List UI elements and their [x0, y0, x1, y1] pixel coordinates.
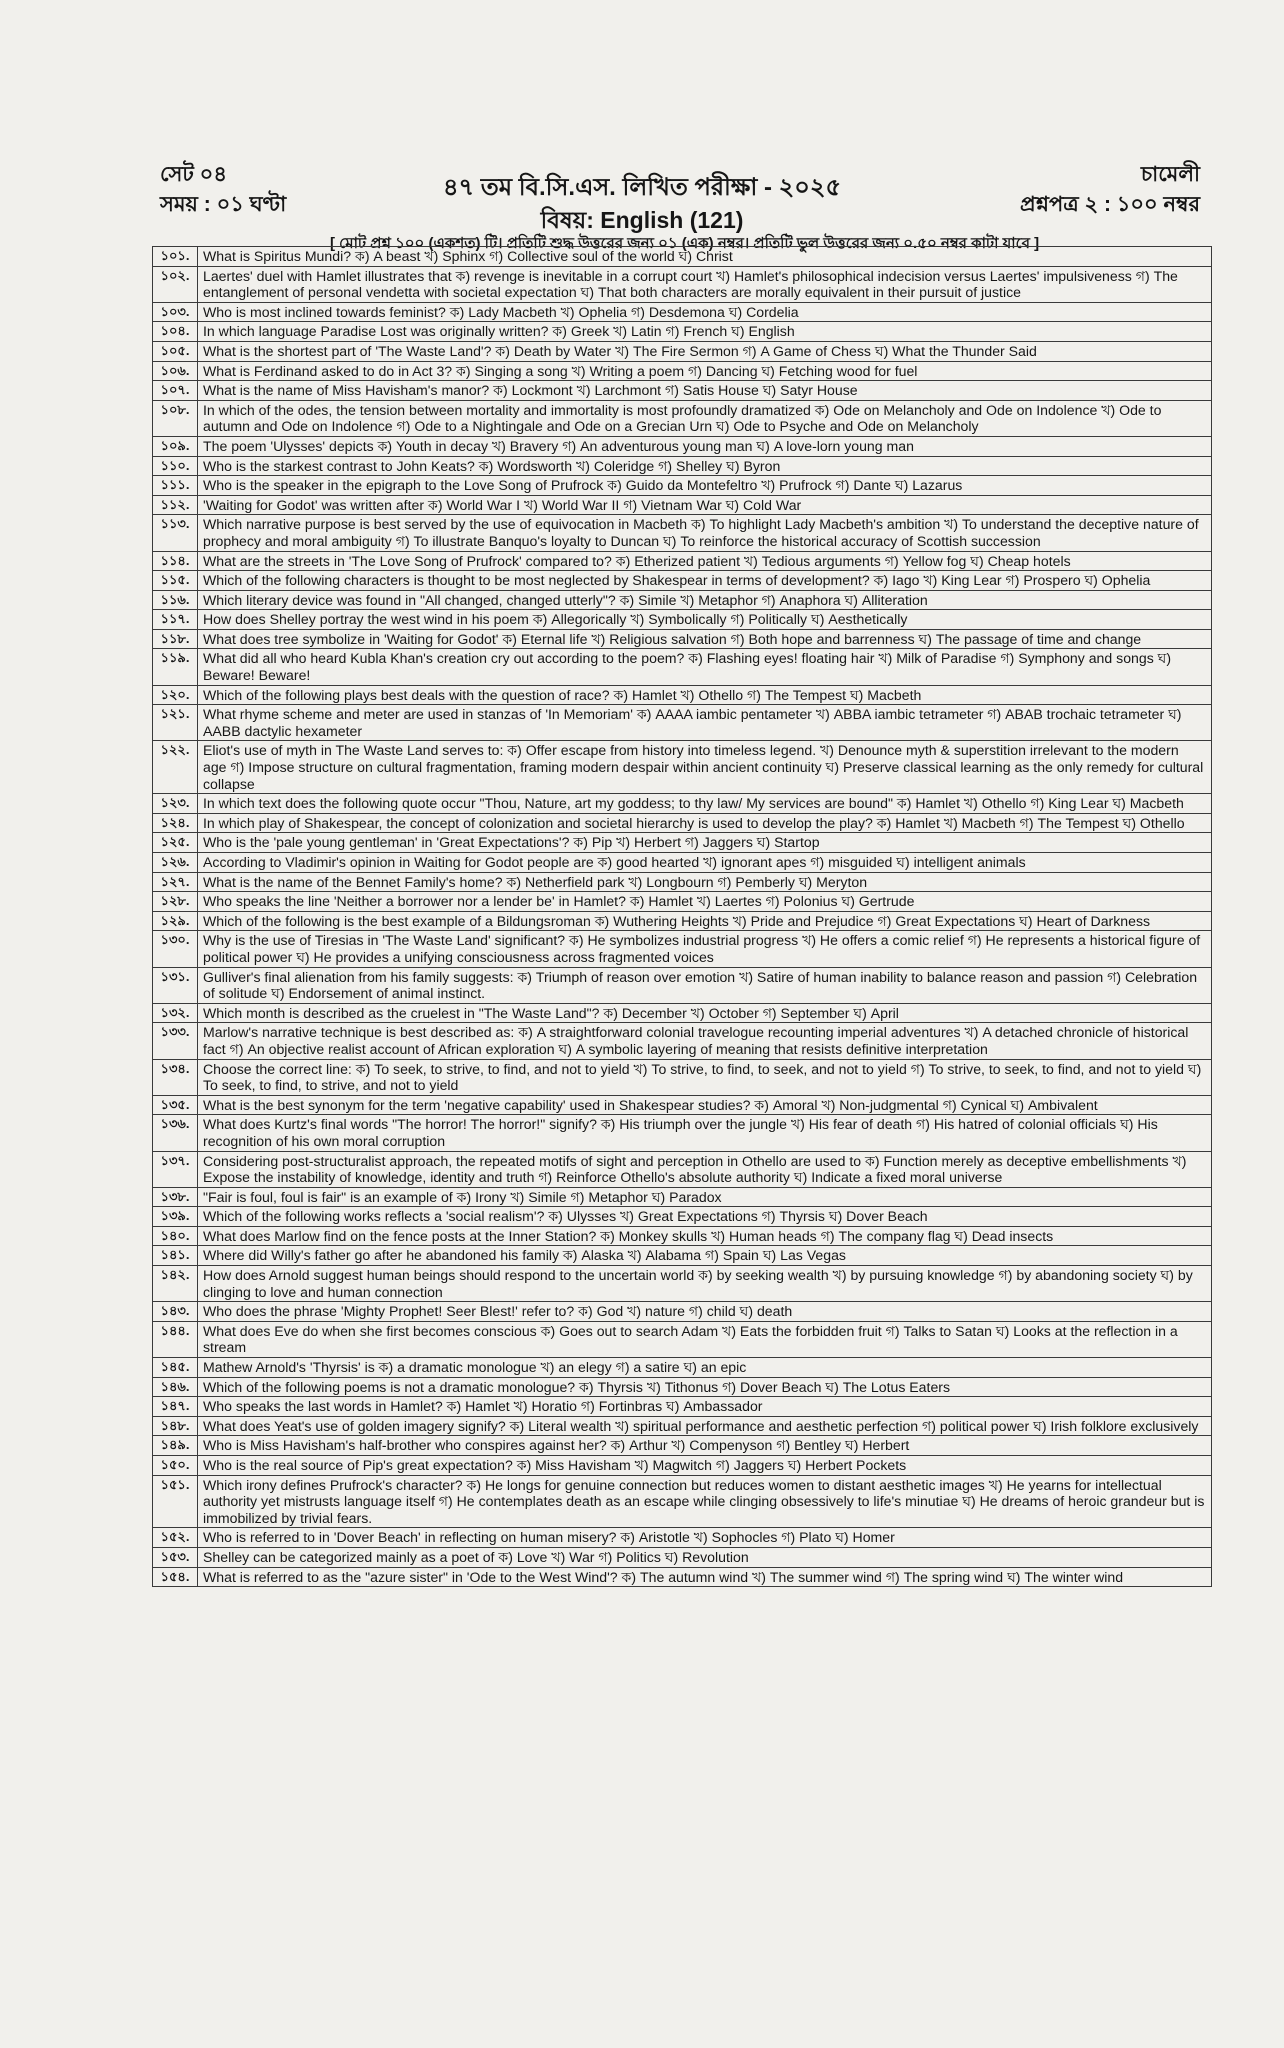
question-text: What is the name of the Bennet Family's home? ক) Netherfield park খ) Longbourn গ) Pemberly ঘ) Meryton: [198, 872, 1212, 892]
question-row: [153, 1187, 1212, 1207]
question-text: In which play of Shakespear, the concept of colonization and societal hierarchy is used to develop the play? ক) Hamlet খ) Macbeth গ) The Tempest ঘ) Othello: [198, 813, 1212, 833]
question-row: [153, 813, 1212, 833]
question-text: Who is Miss Havisham's half-brother who conspires against her? ক) Arthur খ) Compenyson গ) Bentley ঘ) Herbert: [198, 1436, 1212, 1456]
question-text: "Fair is foul, foul is fair" is an example of ক) Irony খ) Simile গ) Metaphor ঘ) Paradox: [198, 1187, 1212, 1207]
question-text: Who is the speaker in the epigraph to the Love Song of Prufrock ক) Guido da Montefeltro খ) Prufrock গ) Dante ঘ) Lazarus: [198, 476, 1212, 496]
question-row: [153, 1456, 1212, 1476]
question-text: According to Vladimir's opinion in Waiting for Godot people are ক) good hearted খ) ignorant apes গ) misguided ঘ) intelligent animals: [198, 853, 1212, 873]
question-row: [153, 685, 1212, 705]
question-row: [153, 1321, 1212, 1357]
question-number: ১০৭.: [153, 381, 198, 401]
question-number: ১৪৮.: [153, 1416, 198, 1436]
question-text: Who is the starkest contrast to John Keats? ক) Wordsworth খ) Coleridge গ) Shelley ঘ) Byron: [198, 456, 1212, 476]
question-number: ১১৭.: [153, 610, 198, 630]
question-row: [153, 341, 1212, 361]
question-number: ১১২.: [153, 495, 198, 515]
question-number: ১৩০.: [153, 931, 198, 967]
question-text: What are the streets in 'The Love Song of Prufrock' compared to? ক) Etherized patient খ) Tedious arguments গ) Yellow fog ঘ) Cheap hotels: [198, 551, 1212, 571]
question-row: [153, 436, 1212, 456]
question-number: ১৪৫.: [153, 1358, 198, 1378]
header-right: [1020, 160, 1200, 220]
question-number: ১২৪.: [153, 813, 198, 833]
question-number: ১১৪.: [153, 551, 198, 571]
question-number: ১০১.: [153, 247, 198, 267]
question-number: ১০৫.: [153, 341, 198, 361]
question-text: Which literary device was found in "All changed, changed utterly"? ক) Simile খ) Metaphor গ) Anaphora ঘ) Alliteration: [198, 590, 1212, 610]
question-row: [153, 1475, 1212, 1528]
question-text: What is the best synonym for the term 'negative capability' used in Shakespear studies? ক) Amoral খ) Non-judgmental গ) Cynical ঘ) Ambivalent: [198, 1095, 1212, 1115]
question-number: ১২২.: [153, 741, 198, 794]
question-row: [153, 456, 1212, 476]
exam-time: সময় : ০১ ঘণ্টা: [160, 193, 287, 216]
question-number: ১৫৪.: [153, 1567, 198, 1587]
question-number: ১৪২.: [153, 1266, 198, 1302]
question-row: [153, 361, 1212, 381]
question-number: ১১৯.: [153, 649, 198, 685]
question-row: [153, 610, 1212, 630]
question-text: In which language Paradise Lost was originally written? ক) Greek খ) Latin গ) French ঘ) English: [198, 322, 1212, 342]
question-number: ১৩৭.: [153, 1151, 198, 1187]
question-number: ১২৭.: [153, 872, 198, 892]
question-number: ১১০.: [153, 456, 198, 476]
question-number: ১০৯.: [153, 436, 198, 456]
exam-subject: বিষয়: English (121): [540, 207, 744, 233]
question-text: Mathew Arnold's 'Thyrsis' is ক) a dramatic monologue খ) an elegy গ) a satire ঘ) an epic: [198, 1358, 1212, 1378]
question-number: ১৩৫.: [153, 1095, 198, 1115]
question-row: [153, 247, 1212, 267]
question-text: What does Yeat's use of golden imagery signify? ক) Literal wealth খ) spiritual performance and aesthetic perfection গ) political power ঘ) Irish folklore exclusively: [198, 1416, 1212, 1436]
question-text: Gulliver's final alienation from his family suggests: ক) Triumph of reason over emotion খ) Satire of human inability to balance reason and passion গ) Celebration of solitude ঘ) Endorsement of animal instinct.: [198, 967, 1212, 1003]
question-text: Shelley can be categorized mainly as a poet of ক) Love খ) War গ) Politics ঘ) Revolution: [198, 1547, 1212, 1567]
question-text: Laertes' duel with Hamlet illustrates that ক) revenge is inevitable in a corrupt court খ) Hamlet's philosophical indecision versus Laertes' impulsiveness গ) The entanglement of personal vendetta with societal expectation ঘ) That both characters are morally equivalent in their pursuit of justice: [198, 266, 1212, 302]
question-number: ১১৬.: [153, 590, 198, 610]
question-row: [153, 590, 1212, 610]
set-name: চামেলী: [1140, 163, 1200, 186]
question-text: 'Waiting for Godot' was written after ক) World War I খ) World War II গ) Vietnam War ঘ) Cold War: [198, 495, 1212, 515]
question-row: [153, 381, 1212, 401]
paper-marks: প্রশ্নপত্র ২ : ১০০ নম্বর: [1020, 193, 1200, 216]
question-number: ১৫১.: [153, 1475, 198, 1528]
question-number: ১৩৬.: [153, 1115, 198, 1151]
question-number: ১৫২.: [153, 1528, 198, 1548]
question-text: Who is most inclined towards feminist? ক) Lady Macbeth খ) Ophelia গ) Desdemona ঘ) Cordelia: [198, 302, 1212, 322]
question-row: [153, 400, 1212, 436]
question-text: What does Marlow find on the fence posts at the Inner Station? ক) Monkey skulls খ) Human heads গ) The company flag ঘ) Dead insects: [198, 1226, 1212, 1246]
question-text: Which of the following works reflects a 'social realism'? ক) Ulysses খ) Great Expectations গ) Thyrsis ঘ) Dover Beach: [198, 1207, 1212, 1227]
question-text: Which narrative purpose is best served by the use of equivocation in Macbeth ক) To highlight Lady Macbeth's ambition খ) To understand the deceptive nature of prophecy and moral ambiguity গ) To illustrate Banquo's loyalty to Duncan ঘ) To reinforce the historical accuracy of Scottish succession: [198, 515, 1212, 551]
question-row: [153, 833, 1212, 853]
question-row: [153, 872, 1212, 892]
question-number: ১৩২.: [153, 1003, 198, 1023]
question-row: [153, 1151, 1212, 1187]
question-text: What is Ferdinand asked to do in Act 3? ক) Singing a song খ) Writing a poem গ) Dancing ঘ) Fetching wood for fuel: [198, 361, 1212, 381]
question-text: Where did Willy's father go after he abandoned his family ক) Alaska খ) Alabama গ) Spain ঘ) Las Vegas: [198, 1246, 1212, 1266]
question-number: ১৪৩.: [153, 1302, 198, 1322]
question-text: In which of the odes, the tension between mortality and immortality is most profoundly dramatized ক) Ode on Melancholy and Ode on Indolence খ) Ode to autumn and Ode on Indolence গ) Ode to a Nightingale and Ode on a Grecian Urn ঘ) Ode to Psyche and Ode on Melancholy: [198, 400, 1212, 436]
question-text: Who is the 'pale young gentleman' in 'Great Expectations'? ক) Pip খ) Herbert গ) Jaggers ঘ) Startop: [198, 833, 1212, 853]
question-number: ১১১.: [153, 476, 198, 496]
question-row: [153, 1115, 1212, 1151]
question-number: ১৩৩.: [153, 1023, 198, 1059]
question-text: Which of the following is the best example of a Bildungsroman ক) Wuthering Heights খ) Pride and Prejudice গ) Great Expectations ঘ) Heart of Darkness: [198, 911, 1212, 931]
question-number: ১৪০.: [153, 1226, 198, 1246]
question-number: ১২০.: [153, 685, 198, 705]
question-number: ১১৫.: [153, 571, 198, 591]
question-number: ১১৩.: [153, 515, 198, 551]
question-row: [153, 1246, 1212, 1266]
question-number: ১২৫.: [153, 833, 198, 853]
question-row: [153, 515, 1212, 551]
question-row: [153, 967, 1212, 1003]
question-list: [153, 247, 1212, 1587]
question-row: [153, 495, 1212, 515]
question-row: [153, 1207, 1212, 1227]
question-text: Who speaks the line 'Neither a borrower nor a lender be' in Hamlet? ক) Hamlet খ) Laertes গ) Polonius ঘ) Gertrude: [198, 892, 1212, 912]
question-number: ১৩৯.: [153, 1207, 198, 1227]
question-text: How does Shelley portray the west wind in his poem ক) Allegorically খ) Symbolically গ) Politically ঘ) Aesthetically: [198, 610, 1212, 630]
question-number: ১৪৬.: [153, 1377, 198, 1397]
question-number: ১৪৭.: [153, 1397, 198, 1417]
question-row: [153, 629, 1212, 649]
question-text: What is the shortest part of 'The Waste Land'? ক) Death by Water খ) The Fire Sermon গ) A Game of Chess ঘ) What the Thunder Said: [198, 341, 1212, 361]
exam-title: ৪৭ তম বি.সি.এস. লিখিত পরীক্ষা - ২০২৫: [442, 174, 842, 201]
question-number: ১৪৪.: [153, 1321, 198, 1357]
question-row: [153, 794, 1212, 814]
question-row: [153, 911, 1212, 931]
question-number: ১২৩.: [153, 794, 198, 814]
question-number: ১৩৪.: [153, 1059, 198, 1095]
question-row: [153, 1095, 1212, 1115]
question-row: [153, 1567, 1212, 1587]
question-text: The poem 'Ulysses' depicts ক) Youth in decay খ) Bravery গ) An adventurous young man ঘ) A love-lorn young man: [198, 436, 1212, 456]
question-number: ১০৮.: [153, 400, 198, 436]
question-number: ১৩৮.: [153, 1187, 198, 1207]
question-row: [153, 1226, 1212, 1246]
question-text: What is the name of Miss Havisham's manor? ক) Lockmont খ) Larchmont গ) Satis House ঘ) Satyr House: [198, 381, 1212, 401]
question-number: ১৫০.: [153, 1456, 198, 1476]
question-number: ১৩১.: [153, 967, 198, 1003]
question-row: [153, 302, 1212, 322]
question-number: ১০৪.: [153, 322, 198, 342]
question-text: Which month is described as the cruelest in "The Waste Land"? ক) December খ) October গ) September ঘ) April: [198, 1003, 1212, 1023]
question-number: ১২৯.: [153, 911, 198, 931]
question-row: [153, 853, 1212, 873]
question-text: Why is the use of Tiresias in 'The Waste Land' significant? ক) He symbolizes industrial progress খ) He offers a comic relief গ) He represents a historical figure of political power ঘ) He provides a unifying consciousness across fragmented voices: [198, 931, 1212, 967]
question-text: Choose the correct line: ক) To seek, to strive, to find, and not to yield খ) To strive, to find, to seek, and not to yield গ) To strive, to seek, to find, and not to yield ঘ) To seek, to find, to strive, and not to yield: [198, 1059, 1212, 1095]
question-table: [152, 246, 1212, 1587]
question-text: Which of the following characters is thought to be most neglected by Shakespear in terms of development? ক) Iago খ) King Lear গ) Prospero ঘ) Ophelia: [198, 571, 1212, 591]
question-number: ১০৩.: [153, 302, 198, 322]
question-row: [153, 1003, 1212, 1023]
exam-instructions: [ মোট প্রশ্ন ১০০ (একশত) টি। প্রতিটি শুদ্ধ উত্তরের জন্য ০১ (এক) নম্বর। প্রতিটি ভুল উত্তরের জন্য ০.৫০ নম্বর কাটা যাবে ]: [330, 235, 1040, 252]
question-number: ১২১.: [153, 705, 198, 741]
question-row: [153, 1528, 1212, 1548]
question-text: What is Spiritus Mundi? ক) A beast খ) Sphinx গ) Collective soul of the world ঘ) Christ: [198, 247, 1212, 267]
question-row: [153, 1547, 1212, 1567]
question-number: ১৫৩.: [153, 1547, 198, 1567]
question-text: Marlow's narrative technique is best described as: ক) A straightforward colonial travelogue recounting imperial adventures খ) A detached chronicle of historical fact গ) An objective realist account of African exploration ঘ) A symbolic layering of meaning that resists definitive interpretation: [198, 1023, 1212, 1059]
question-row: [153, 931, 1212, 967]
question-row: [153, 1023, 1212, 1059]
question-row: [153, 322, 1212, 342]
set-number: সেট ০৪: [160, 163, 227, 186]
question-text: What does Eve do when she first becomes conscious ক) Goes out to search Adam খ) Eats the forbidden fruit গ) Talks to Satan ঘ) Looks at the reflection in a stream: [198, 1321, 1212, 1357]
question-text: What did all who heard Kubla Khan's creation cry out according to the poem? ক) Flashing eyes! floating hair খ) Milk of Paradise গ) Symphony and songs ঘ) Beware! Beware!: [198, 649, 1212, 685]
question-text: What does tree symbolize in 'Waiting for Godot' ক) Eternal life খ) Religious salvation গ) Both hope and barrenness ঘ) The passage of time and change: [198, 629, 1212, 649]
question-row: [153, 892, 1212, 912]
question-row: [153, 266, 1212, 302]
question-text: Who does the phrase 'Mighty Prophet! Seer Blest!' refer to? ক) God খ) nature গ) child ঘ) death: [198, 1302, 1212, 1322]
question-text: Which of the following poems is not a dramatic monologue? ক) Thyrsis খ) Tithonus গ) Dover Beach ঘ) The Lotus Eaters: [198, 1377, 1212, 1397]
question-row: [153, 1059, 1212, 1095]
question-text: How does Arnold suggest human beings should respond to the uncertain world ক) by seeking wealth খ) by pursuing knowledge গ) by abandoning society ঘ) by clinging to love and human connection: [198, 1266, 1212, 1302]
question-text: Which irony defines Prufrock's character? ক) He longs for genuine connection but reduces women to distant aesthetic images খ) He yearns for intellectual authority yet mistrusts language itself গ) He contemplates death as an escape while clinging obsessively to life's minutiae ঘ) He dreams of heroic grandeur but is immobilized by trivial fears.: [198, 1475, 1212, 1528]
question-row: [153, 1436, 1212, 1456]
question-text: Which of the following plays best deals with the question of race? ক) Hamlet খ) Othello গ) The Tempest ঘ) Macbeth: [198, 685, 1212, 705]
question-row: [153, 705, 1212, 741]
question-number: ১০২.: [153, 266, 198, 302]
question-text: Who speaks the last words in Hamlet? ক) Hamlet খ) Horatio গ) Fortinbras ঘ) Ambassador: [198, 1397, 1212, 1417]
question-row: [153, 571, 1212, 591]
question-row: [153, 551, 1212, 571]
question-row: [153, 649, 1212, 685]
question-number: ১২৬.: [153, 853, 198, 873]
question-text: In which text does the following quote occur "Thou, Nature, art my goddess; to thy law/ My services are bound" ক) Hamlet খ) Othello গ) King Lear ঘ) Macbeth: [198, 794, 1212, 814]
question-row: [153, 1377, 1212, 1397]
question-text: What rhyme scheme and meter are used in stanzas of 'In Memoriam' ক) AAAA iambic pentameter খ) ABBA iambic tetrameter গ) ABAB trochaic tetrameter ঘ) AABB dactylic hexameter: [198, 705, 1212, 741]
question-text: Who is the real source of Pip's great expectation? ক) Miss Havisham খ) Magwitch গ) Jaggers ঘ) Herbert Pockets: [198, 1456, 1212, 1476]
question-text: Considering post-structuralist approach, the repeated motifs of sight and perception in Othello are used to ক) Function merely as deceptive embellishments খ) Expose the instability of knowledge, identity and truth গ) Reinforce Othello's absolute authority ঘ) Indicate a fixed moral universe: [198, 1151, 1212, 1187]
question-number: ১১৮.: [153, 629, 198, 649]
question-row: [153, 1416, 1212, 1436]
question-number: ১২৮.: [153, 892, 198, 912]
question-row: [153, 1358, 1212, 1378]
question-row: [153, 741, 1212, 794]
question-row: [153, 1302, 1212, 1322]
question-number: ১০৬.: [153, 361, 198, 381]
question-text: What does Kurtz's final words "The horror! The horror!" signify? ক) His triumph over the jungle খ) His fear of death গ) His hatred of colonial officials ঘ) His recognition of his own moral corruption: [198, 1115, 1212, 1151]
question-row: [153, 476, 1212, 496]
question-number: ১৪৯.: [153, 1436, 198, 1456]
question-text: Who is referred to in 'Dover Beach' in reflecting on human misery? ক) Aristotle খ) Sophocles গ) Plato ঘ) Homer: [198, 1528, 1212, 1548]
question-row: [153, 1266, 1212, 1302]
question-number: ১৪১.: [153, 1246, 198, 1266]
question-row: [153, 1397, 1212, 1417]
question-text: Eliot's use of myth in The Waste Land serves to: ক) Offer escape from history into timeless legend. খ) Denounce myth & superstition irrelevant to the modern age গ) Impose structure on cultural fragmentation, framing modern despair within ancient continuity ঘ) Preserve classical learning as the only remedy for cultural collapse: [198, 741, 1212, 794]
question-text: What is referred to as the "azure sister" in 'Ode to the West Wind'? ক) The autumn wind খ) The summer wind গ) The spring wind ঘ) The winter wind: [198, 1567, 1212, 1587]
